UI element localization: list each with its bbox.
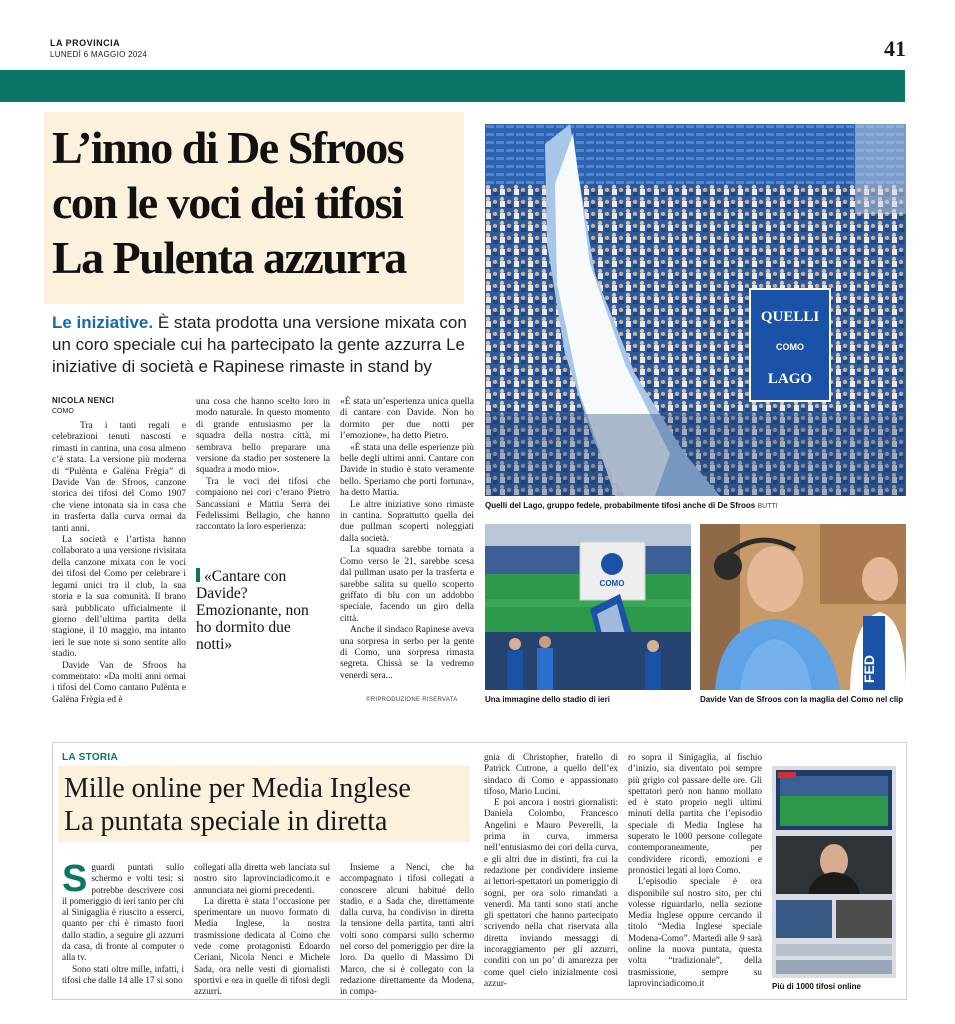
stadium-photo bbox=[485, 524, 691, 690]
stadium-badge-text: COMO bbox=[599, 579, 625, 588]
online-stream-photo bbox=[772, 766, 896, 978]
paragraph: Insieme a Nenci, che ha accompagnato i tifosi collegati a conoscere alcuni habitué dello stadio, e a Sada che, direttamente dalla curva, ha condiviso in diretta la tensione della partita, tanti altri volti sono comparsi sullo schermo nel corso del pomeriggio per dire la loro. Da quello di Massimo Di Marco, che si è collegato con la redazione direttamente da Modena, in compa- bbox=[340, 862, 474, 997]
banner-text-1: QUELLI bbox=[760, 309, 820, 325]
byline: NICOLA NENCI bbox=[52, 396, 115, 405]
pull-quote bbox=[196, 568, 316, 653]
paragraph: ro sopra il Sinigaglia, al fischio d’inizio, sia diventato poi sempre più grigio col passare delle ore. Gli spettatori però non hanno mollato ed è stato proprio negli ultimi minuti della partita che l’episodio speciale di Media Inglese ha superato le 1000 persone collegate contemporaneamente, per condividere ricordi, emozioni e pronostici legati al loro Como. bbox=[628, 752, 762, 875]
paragraph: Tra le voci dei tifosi che compaiono nei cori c’erano Pietro Sancassiani e Mattia Serra dei Fedelissimi Bellagio, che hanno raccontato la loro esperienza: bbox=[196, 476, 330, 533]
article-subhead bbox=[52, 312, 482, 378]
paragraph: La società e l’artista hanno collaborato a una versione rivisitata della canzone mixata con le voci dei tifosi del Como per celebrare i legami unici tra il club, la sua storia e la sua comunità. Il brano sarà pubblicato ufficialmente il giorno dell’ultima partita della stagione, il 10 maggio, ma intanto ieri le sue note si sono sentite allo stadio. bbox=[52, 535, 186, 660]
paragraph: Davide Van de Sfroos ha commentato: «Da molti anni ormai i tifosi del Como cantano Pulënta e Galëna Frègia ed è bbox=[52, 660, 186, 705]
singer-photo bbox=[700, 524, 906, 690]
headline-line: con le voci dei tifosi bbox=[52, 177, 403, 228]
paragraph: «È stata un’esperienza unica quella di cantare con Davide. Non ho dormito per due notti per l’emozione», ha detto Pietro. bbox=[340, 397, 474, 442]
paragraph: Tra i tanti regali e celebrazioni tenuti nascosti e rimasti in cantina, una cosa almeno c’è stata. La versione più moderna di “Pulënta e Galëna Frègia” di Davide Van de Sfroos, canzone storica dei tifosi del Como 1907 che viene intonata sia in casa che in trasferta dalla curva ormai da tanti anni. bbox=[52, 421, 186, 534]
singer-photo-caption: Davide Van de Sfroos con la maglia del Como nel clip bbox=[700, 695, 904, 704]
masthead bbox=[50, 36, 910, 72]
paragraph: guardi puntati sullo schermo e volti tesi: si potrebbe descrivere così il pomeriggio di ieri tanto per chi al Sinigaglia è riuscito a esserci, quanto per chi è rimasto fuori dallo stadio, a seguire gli azzurri da casa, di fronte al computer o alla tv. bbox=[62, 862, 184, 963]
paragraph: E poi ancora i nostri giornalisti: Daniela Colombo, Francesco Angelini e Mauro Peverelli, la prima in curva, immersa nell’entusiasmo dei cori della curva, e gli altri due in distinti, fra cui la redazione per condividere insieme ai lettori-spettatori un pomeriggio di sogni, per ora solo rimandati a venerdì. Ma tanti sono stati anche gli spettatori che hanno partecipato scrivendo nella chat riservata alla diretta inviando messaggi di incoraggiamento per gli azzurri, conditi con un po’ di amarezza per come quel cielo inizialmente così azzur- bbox=[484, 797, 618, 988]
banner-text-3: LAGO bbox=[767, 371, 813, 387]
story-title-line: Mille online per Media Inglese bbox=[64, 773, 411, 804]
paragraph: L’episodio speciale è ora disponibile sul nostro sito, per chi volesse riguardarlo, nella sezione Media Inglese oppure cercando il titolo “Media Inglese speciale Modena-Como”. Martedì alle 9 sarà online la nuova puntata, questa volta “tradizionale”, della trasmissione, sempre su laprovinciadicomo.it bbox=[628, 876, 762, 988]
subhead-lead: Le iniziative. bbox=[52, 313, 154, 332]
story-title-line: La puntata speciale in diretta bbox=[64, 806, 388, 837]
article-column-3 bbox=[340, 397, 474, 682]
caption-text: Quelli del Lago, gruppo fedele, probabilmente tifosi anche di De Sfroos bbox=[485, 501, 756, 510]
story-column-5 bbox=[628, 752, 762, 989]
issue-date: LUNEDÌ 6 MAGGIO 2024 bbox=[50, 50, 148, 59]
quote-marker bbox=[196, 568, 200, 582]
article-column-2 bbox=[196, 397, 330, 534]
story-column-4 bbox=[484, 752, 618, 989]
section-color-bar bbox=[0, 70, 905, 102]
copyright-notice: ©RIPRODUZIONE RISERVATA bbox=[366, 697, 458, 703]
paragraph: collegati alla diretta web lanciata sul nostro sito laprovinciadicomo.it e annunciata nei giorni precedenti. bbox=[194, 862, 330, 895]
paragraph: La squadra sarebbe tornata a Como verso le 21, sarebbe scesa dal pullman usato per la trasferta e sarebbe salita su quello scoperto griffato di blu con un addobbo speciale, facendo un giro della città. bbox=[340, 545, 474, 624]
crowd-photo bbox=[485, 124, 906, 496]
article-column-1 bbox=[52, 421, 186, 706]
story-label: LA STORIA bbox=[62, 752, 119, 763]
pull-quote-text: «Cantare con Davide? Emozionante, non ho dormito due notti» bbox=[196, 568, 309, 653]
paragraph: Sono stati oltre mille, infatti, i tifosi che dalle 14 alle 17 si sono bbox=[62, 963, 184, 985]
article-headline bbox=[52, 120, 472, 285]
newspaper-name: LA PROVINCIA bbox=[50, 38, 121, 48]
drop-cap: S bbox=[62, 858, 88, 900]
story-column-1 bbox=[62, 858, 184, 986]
paragraph: una cosa che hanno scelto loro in modo naturale. In questo momento di grande entusiasmo per la squadra della nostra città, mi sembrava bello preparare una versione da stadio per sostenere la squadra a modo mio». bbox=[196, 397, 330, 476]
online-photo-caption: Più di 1000 tifosi online bbox=[772, 982, 861, 991]
scarf-text: FED bbox=[861, 655, 877, 683]
story-column-2 bbox=[194, 862, 330, 998]
main-photo-caption bbox=[485, 501, 778, 510]
paragraph: La diretta è stata l’occasione per sperimentare un nuovo formato di Media Inglese, la nostra trasmissione dedicata al Como che vede come protagonisti Edoardo Ceriani, Nicola Nenci e Michele Sada, ora nelle vesti di giornalisti sportivi e ora in quelle di tifosi degli azzurri. bbox=[194, 895, 330, 997]
paragraph: «È stata una delle esperienze più belle degli ultimi anni. Cantare con Davide in studio è stato veramente bello. Speriamo che porti fortuna», ha detto Mattia. bbox=[340, 442, 474, 499]
headline-line: La Pulenta azzurra bbox=[52, 232, 406, 283]
story-column-3 bbox=[340, 862, 474, 998]
headline-line: L’inno di De Sfroos bbox=[52, 122, 404, 173]
subhead-text: È stata prodotta una versione mixata con un coro speciale cui ha partecipato la gente azzurra Le iniziative di società e Rapinese rimaste in stand by bbox=[52, 313, 467, 376]
story-title bbox=[64, 772, 474, 838]
paragraph: gnia di Christopher, fratello di Patrick Cutrone, a quello dell’ex sindaco di Como e appassionato tifoso, Mario Lucini. bbox=[484, 752, 618, 796]
paragraph: Le altre iniziative sono rimaste in cantina. Soprattutto quella dei due pullman scoperti noleggiati dalla società. bbox=[340, 499, 474, 544]
banner-text-2: COMO bbox=[776, 342, 804, 352]
paragraph: Anche il sindaco Rapinese aveva una sorpresa in serbo per la gente di Como, una sorpresa rimasta segreta. Chissà se la vedremo venerdì sera... bbox=[340, 625, 474, 681]
stadium-photo-caption: Una immagine dello stadio di ieri bbox=[485, 695, 610, 704]
dateline-city: COMO bbox=[52, 408, 74, 415]
photo-credit: BUTTI bbox=[757, 503, 778, 510]
page-number: 41 bbox=[884, 36, 906, 61]
